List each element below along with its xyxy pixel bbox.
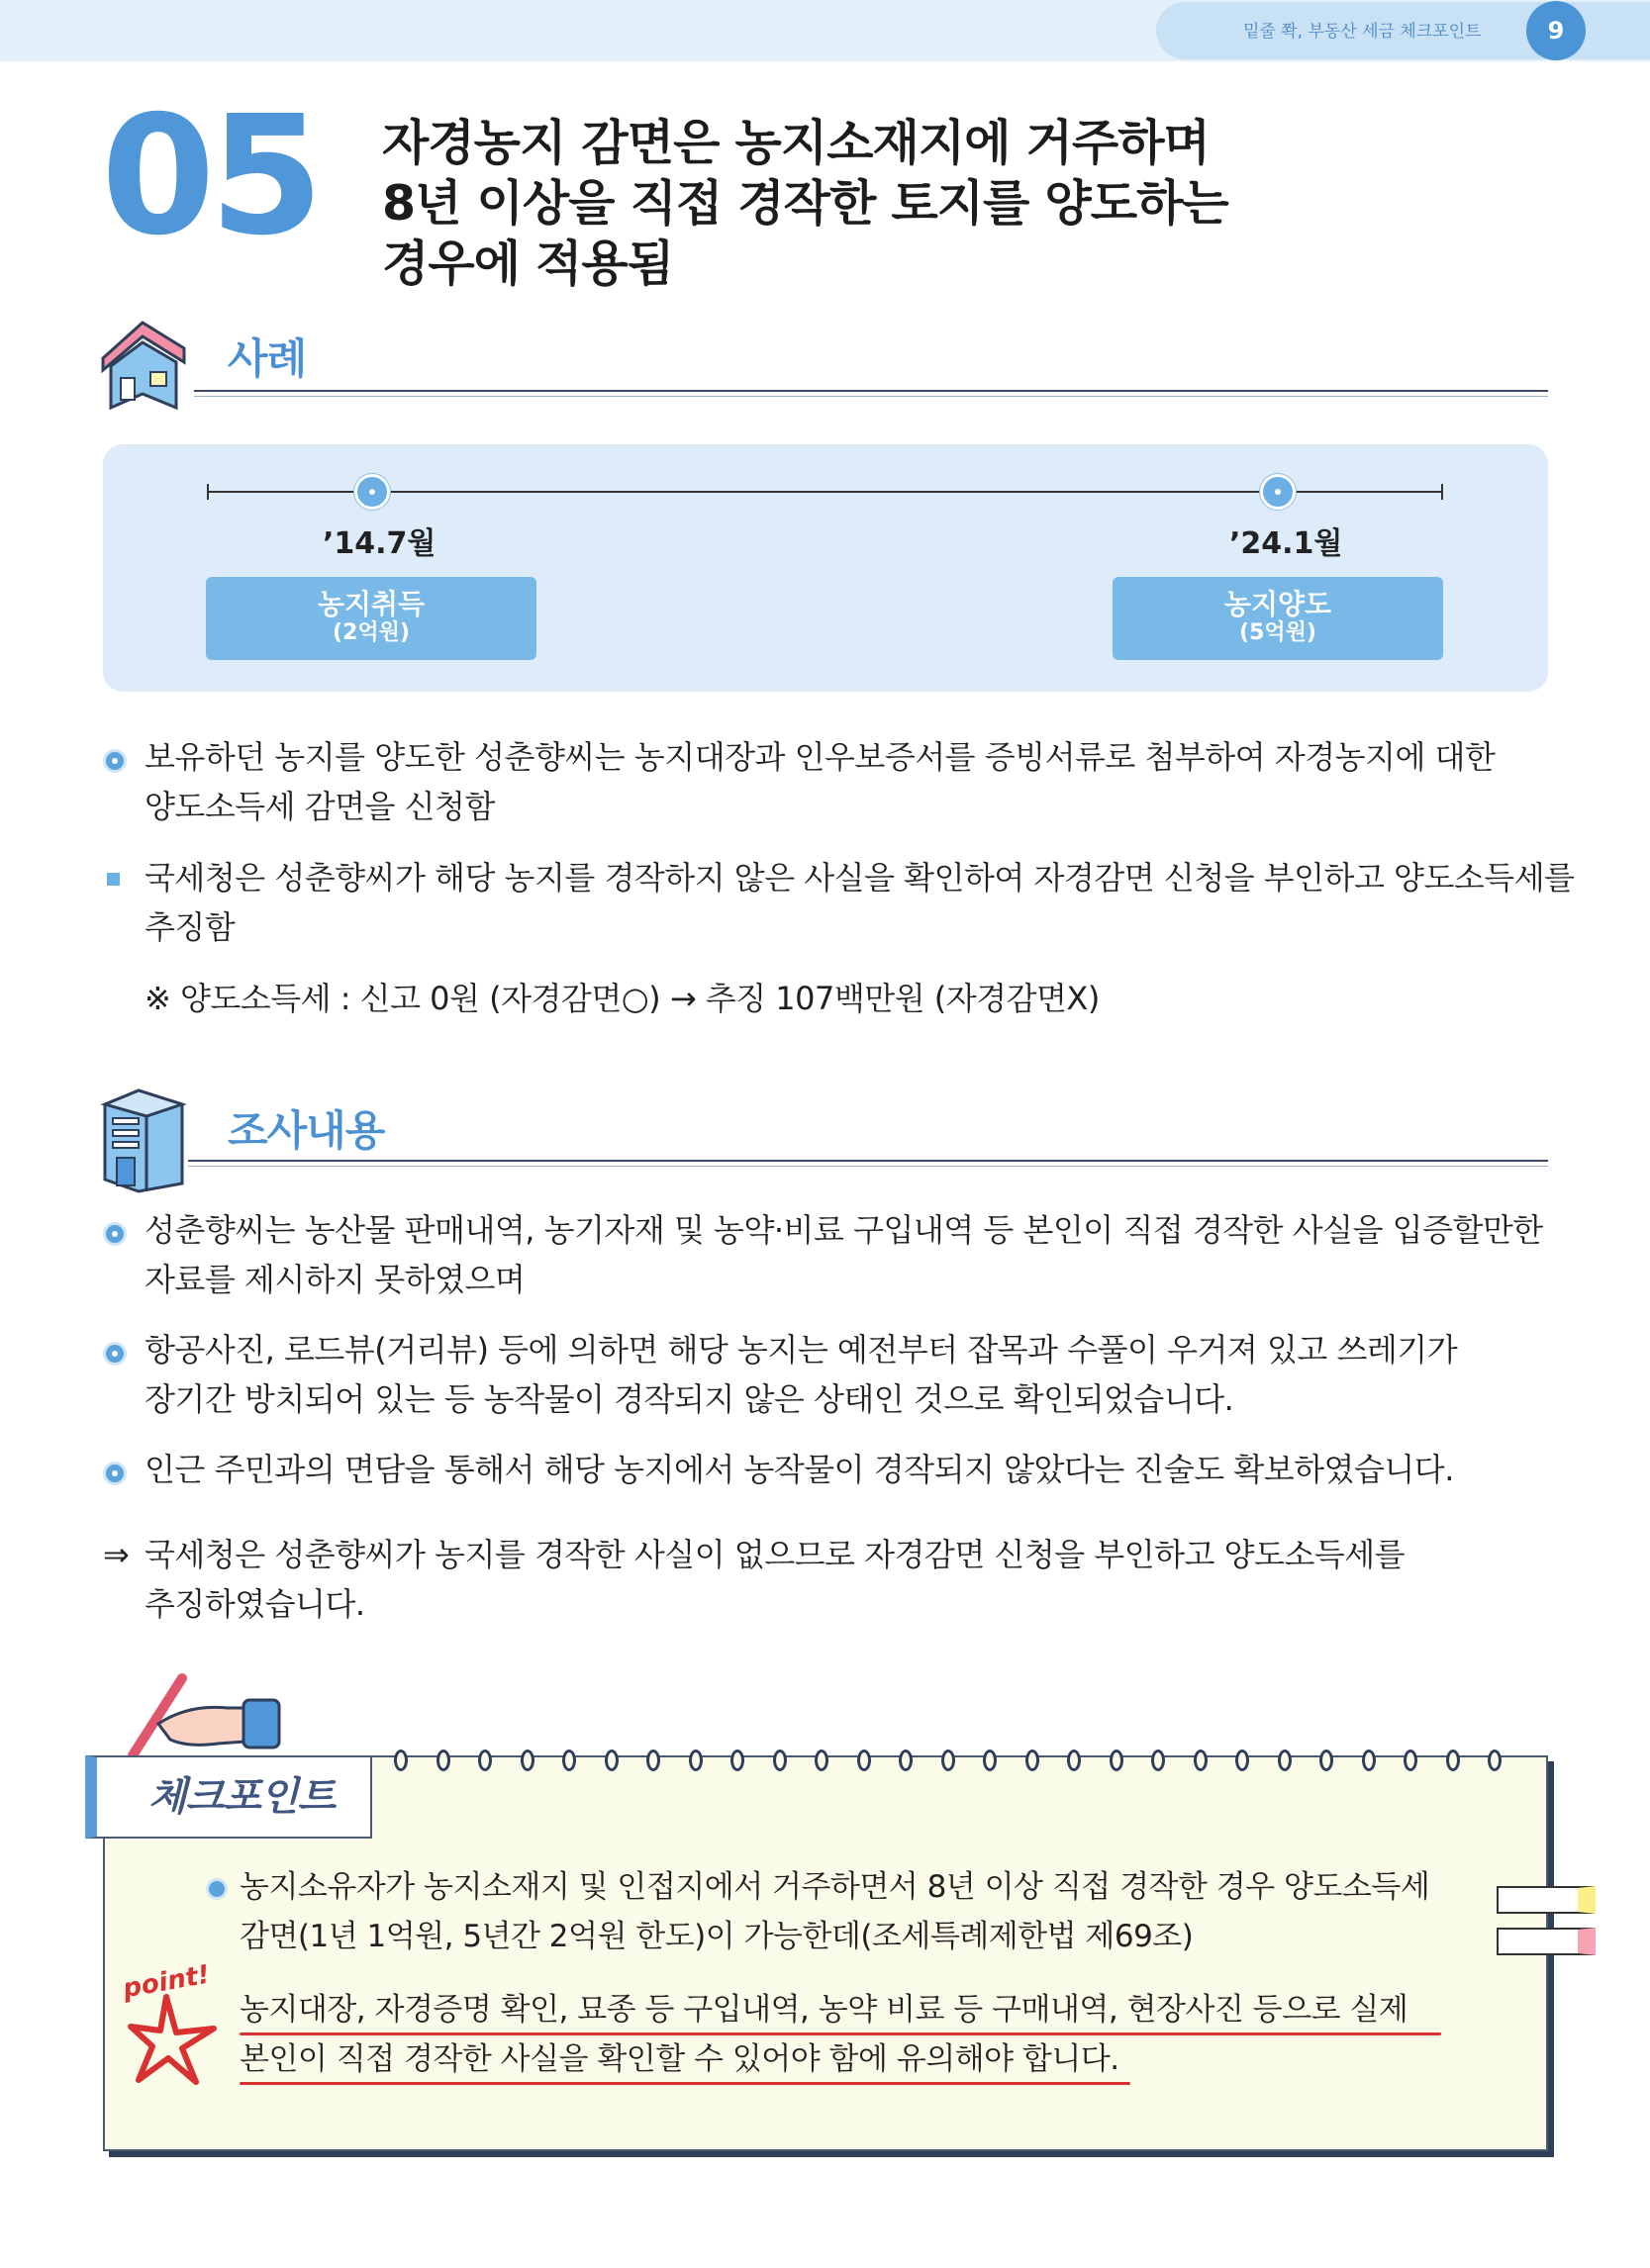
checkpoint-label: 체크포인트 [148,1774,336,1820]
star-icon [127,1989,226,2088]
bullet-circle-icon [103,1222,127,1246]
ring-icon [689,1749,703,1771]
ring-icon [773,1749,787,1771]
ring-icon [521,1749,534,1771]
building-icon [99,1085,188,1193]
case-label: 사례 [228,334,307,383]
text-line: 인근 주민과의 면담을 통해서 해당 농지에서 농작물이 경작되지 않았다는 진술도 확보하였습니다. [145,1451,1454,1488]
ring-icon [605,1749,619,1771]
text-line: 추징하였습니다. [145,1585,365,1623]
ring-icon [857,1749,871,1771]
timeline-event-transfer [1113,577,1443,660]
text-line: 추징함 [145,908,236,946]
page-number: 9 [1526,1,1586,60]
ring-icon [562,1749,576,1771]
ring-icon [1067,1749,1081,1771]
investigation-bullet [145,1205,1550,1304]
text-line: 보유하던 농지를 양도한 성춘향씨는 농지대장과 인우보증서를 증빙서류로 첨부하여 자경농지에 대한 [145,738,1496,776]
text-line: 농지대장, 자경증명 확인, 묘종 등 구입내역, 농약 비료 등 구매내역, 현장사진 등으로 실제 [240,1992,1408,2028]
ring-icon [1446,1749,1460,1771]
conclusion-arrow: ⇒ [103,1536,130,1573]
bullet-circle-icon [103,1342,127,1366]
ring-icon [1110,1749,1123,1771]
text-line: 장기간 방치되어 있는 등 농작물이 경작되지 않은 상태인 것으로 확인되었습니다. [145,1380,1234,1418]
investigation-label: 조사내용 [228,1106,385,1155]
running-title: 밑줄 쫙, 부동산 세금 체크포인트 [1243,22,1482,42]
sticky-flag-yellow [1497,1886,1596,1914]
bullet-circle-icon [206,1878,228,1900]
case-rule-thin [194,396,1548,397]
point-mark: point! [121,1959,213,2005]
case-bullet [145,853,1575,952]
conclusion [145,1530,1550,1629]
ring-icon [1235,1749,1249,1771]
ring-icon [394,1749,408,1771]
timeline-date: ’14.7월 [323,526,437,561]
timeline-tick [1441,484,1443,500]
checkpoint-bullet [240,1862,1487,1961]
investigation-bullet [145,1325,1550,1424]
ring-icon [1194,1749,1208,1771]
bullet-circle-icon [103,1462,127,1485]
ring-icon [1278,1749,1292,1771]
timeline-dot [1260,474,1296,510]
ring-icon [437,1749,450,1771]
ring-icon [815,1749,828,1771]
section-number: 05 [101,81,319,272]
ring-icon [646,1749,660,1771]
ring-icon [899,1749,913,1771]
text-line: 국세청은 성춘향씨가 농지를 경작한 사실이 없으므로 자경감면 신청을 부인하고 양도소득세를 [145,1536,1406,1573]
text-line: 감면(1년 1억원, 5년간 2억원 한도)이 가능한데(조세특례제한법 제69조) [240,1919,1194,1954]
event-label: 농지취득 [317,588,426,620]
ring-icon [941,1749,955,1771]
investigation-rule [188,1160,1548,1162]
bullet-circle-icon [103,749,127,773]
text-line: 양도소득세 감면을 신청함 [145,788,495,825]
text-line: 농지소유자가 농지소재지 및 인접지에서 거주하면서 8년 이상 직접 경작한 경우 양도소득세 [240,1869,1430,1905]
event-amount: (2억원) [333,620,410,645]
text-line: 항공사진, 로드뷰(거리뷰) 등에 의하면 해당 농지는 예전부터 잡목과 수풀이 우거져 있고 쓰레기가 [145,1331,1458,1369]
ring-icon [1151,1749,1165,1771]
ring-icon [983,1749,997,1771]
emphasis-underline [240,2082,1130,2085]
house-icon [91,313,194,416]
timeline-dot [354,474,390,510]
ring-icon [1025,1749,1039,1771]
timeline-tick [207,484,209,500]
timeline-event-acquire [206,577,536,660]
ring-icon [1488,1749,1502,1771]
section-title [382,113,1530,294]
timeline-line [208,491,1443,493]
ring-icon [1362,1749,1376,1771]
ring-icon [1404,1749,1417,1771]
timeline-date: ’24.1월 [1229,526,1343,561]
section-title-line: 경우에 적용됨 [382,236,674,292]
investigation-bullet [145,1445,1550,1494]
text-line: 자료를 제시하지 못하였으며 [145,1261,526,1298]
case-bullet [145,732,1550,831]
event-label: 농지양도 [1223,588,1332,620]
text-line: 국세청은 성춘향씨가 해당 농지를 경작하지 않은 사실을 확인하여 자경감면 신청을 부인하고 양도소득세를 [145,859,1575,897]
text-line: 본인이 직접 경작한 사실을 확인할 수 있어야 함에 유의해야 합니다. [240,2041,1119,2077]
case-rule [194,390,1548,392]
sticky-flag-pink [1497,1928,1596,1955]
investigation-rule-thin [188,1166,1548,1167]
ring-icon [1319,1749,1333,1771]
emphasis-underline [240,2032,1441,2035]
ring-icon [478,1749,492,1771]
event-amount: (5억원) [1239,620,1316,645]
bullet-square-icon [107,873,120,886]
section-title-line: 8년 이상을 직접 경작한 토지를 양도하는 [382,175,1228,232]
pen-hand-icon [119,1664,287,1763]
case-note: ※ 양도소득세 : 신고 0원 (자경감면○) → 추징 107백만원 (자경감면X) [145,980,1100,1017]
section-title-line: 자경농지 감면은 농지소재지에 거주하며 [382,115,1210,171]
text-line: 성춘향씨는 농산물 판매내역, 농기자재 및 농약·비료 구입내역 등 본인이 직접 경작한 사실을 입증할만한 [145,1211,1543,1249]
ring-icon [730,1749,744,1771]
